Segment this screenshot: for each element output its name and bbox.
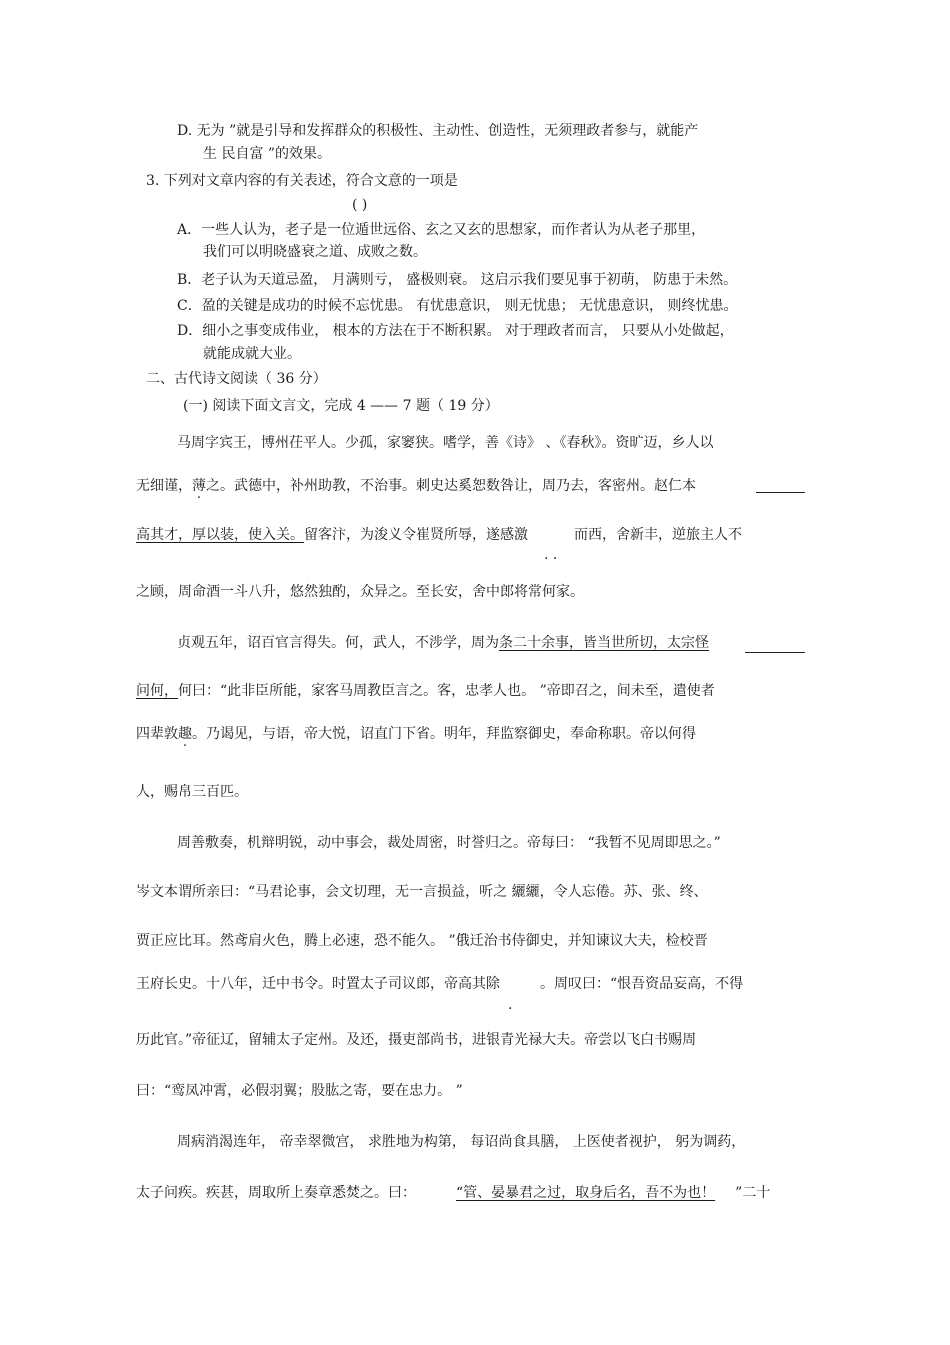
emphasized-character: 薄 bbox=[192, 478, 206, 494]
passage-p3-line6: 曰：“鸾凤冲霄，必假羽翼；股肱之寄，要在忠力。 ” bbox=[136, 1083, 463, 1099]
passage-p3-line3: 贾正应比耳。然鸢肩火色，腾上必速，恐不能久。 ”俄迁治书侍御史，并知谏议大夫，检校晋 bbox=[136, 933, 708, 949]
passage-p3-line5: 历此官。”帝征辽，留辅太子定州。及还，摄吏部尚书，进银青光禄大夫。帝尝以飞白书赐周 bbox=[136, 1032, 697, 1048]
underlined-sentence: 高其才，厚以装，使入关。 bbox=[136, 527, 304, 543]
passage-p4-line2 bbox=[136, 1183, 770, 1203]
emphasized-character: 趣 bbox=[178, 726, 192, 742]
text-segment: 四辈敦 bbox=[136, 726, 178, 742]
text-segment: 。周叹曰：“恨吾资品妄高，不得 bbox=[540, 976, 744, 992]
passage-p1-line3: 高其才，厚以装，使入关。留客汴，为浚义令崔贤所辱，遂感激 . . 而西，舍新丰，逆旅主人不 bbox=[136, 527, 742, 563]
underline-continuation bbox=[745, 652, 805, 653]
q3-option-a-line2: 我们可以明晓盛衰之道、成败之数。 bbox=[203, 244, 427, 260]
passage-p3-line4: 王府长史。十八年，迁中书令。时置太子司议郎，帝高其除 . 。周叹曰：“恨吾资品妄高，不得 bbox=[136, 976, 744, 1013]
text-segment: ”二十 bbox=[735, 1185, 771, 1201]
text-segment: 贞观五年，诏百官言得失。何，武人，不涉学，周为 bbox=[177, 635, 499, 651]
q3-answer-paren: ( ) bbox=[352, 197, 368, 213]
passage-p3-line1: 周善敷奏，机辩明锐，动中事会，裁处周密，时誉归之。帝每曰： “我暂不见周即思之。” bbox=[177, 835, 721, 851]
text-segment: 之。武德中，补州助教，不治事。刺史达奚恕数咎让，周乃去，客密州。赵仁本 bbox=[206, 478, 696, 494]
text-segment: 太子问疾。疾甚，周取所上奏章悉焚之。曰： bbox=[136, 1185, 416, 1201]
passage-p3-line2: 岑文本谓所亲曰：“马君论事，会文切理，无一言损益，听之 纚纚，令人忘倦。苏、张、终、 bbox=[136, 884, 708, 900]
text-segment: 何曰：“此非臣所能，家客马周教臣言之。客，忠孝人也。 ”帝即召之，间未至，遣使者 bbox=[178, 683, 715, 699]
passage-p1-line2 bbox=[136, 476, 696, 496]
q3-stem: 3. 下列对文章内容的有关表述，符合文意的一项是 bbox=[146, 173, 458, 189]
passage-p2-line4: 人，赐帛三百匹。 bbox=[136, 784, 248, 800]
q3-option-c: C．盈的关键是成功的时候不忘忧患。 有忧患意识， 则无忧患； 无忧患意识， 则终忧患。 bbox=[177, 298, 738, 314]
text-segment: 无细谨， bbox=[136, 478, 192, 494]
passage-p4-line1: 周病消渴连年， 帝幸翠微宫， 求胜地为构第， 每诏尚食具膳， 上医使者视护， 躬为调药， bbox=[177, 1134, 746, 1150]
passage-p2-line1 bbox=[177, 633, 709, 653]
underlined-sentence: “管、晏暴君之过，取身后名，吾不为也！ bbox=[456, 1185, 716, 1201]
text-segment: 王府长史。十八年，迁中书令。时置太子司议郎，帝高其除 bbox=[136, 976, 500, 992]
underline-continuation bbox=[756, 492, 805, 493]
text-segment: 。乃谒见，与语，帝大悦，诏直门下省。明年，拜监察御史，奉命称职。帝以何得 bbox=[192, 726, 696, 742]
q3-option-d-line1: D．细小之事变成伟业， 根本的方法在于不断积累。 对于理政者而言， 只要从小处做起， bbox=[177, 323, 734, 339]
underlined-sentence: 问何， bbox=[136, 683, 178, 699]
q3-option-b: B．老子认为天道忌盈， 月满则亏， 盛极则衰。 这启示我们要见事于初萌， 防患于未然。 bbox=[177, 272, 738, 288]
passage-p2-line2 bbox=[136, 681, 715, 701]
passage-p2-line3 bbox=[136, 724, 696, 744]
q3-option-d-line2: 就能成就大业。 bbox=[203, 346, 301, 362]
q2-option-d-line2: 生 民自富 ”的效果。 bbox=[203, 146, 332, 162]
passage-p1-line4: 之顾，周命酒一斗八升，悠然独酌，众异之。至长安，舍中郎将常何家。 bbox=[136, 584, 584, 600]
q2-option-d-line1: D. 无为 ”就是引导和发挥群众的积极性、主动性、创造性，无须理政者参与，就能产 bbox=[177, 123, 699, 139]
passage-p1-line1: 马周字宾王，博州茌平人。少孤，家窭狭。嗜学，善《诗》 、《春秋》。资旷迈，乡人以 bbox=[177, 435, 714, 451]
text-segment: 留客汴，为浚义令崔贤所辱，遂感激 bbox=[304, 527, 528, 543]
underlined-sentence: 条二十余事，皆当世所切，太宗怪 bbox=[499, 635, 709, 651]
section-subheading: (一) 阅读下面文言文，完成 4 —— 7 题（ 19 分） bbox=[183, 398, 499, 414]
text-segment: 而西，舍新丰，逆旅主人不 bbox=[574, 527, 742, 543]
section-heading: 二、古代诗文阅读（ 36 分） bbox=[146, 371, 327, 387]
q3-option-a-line1: A．一些人认为，老子是一位遁世远俗、玄之又玄的思想家，而作者认为从老子那里， bbox=[177, 222, 706, 238]
